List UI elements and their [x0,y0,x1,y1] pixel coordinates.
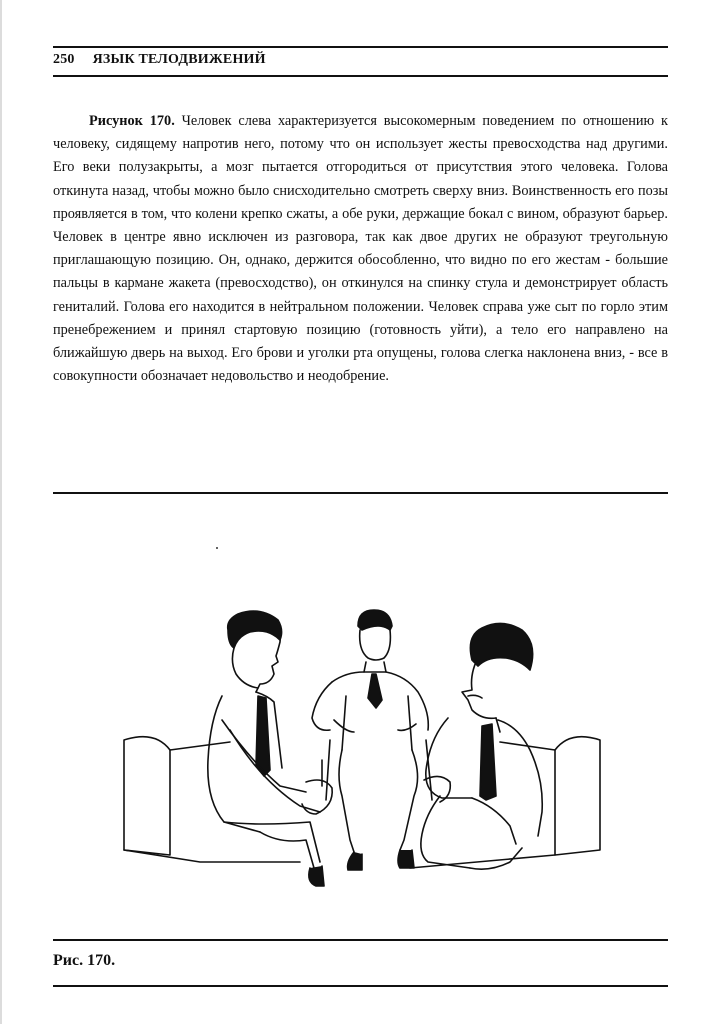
illustration [110,600,610,890]
center-man [312,610,432,870]
running-header [53,52,668,68]
right-man-hand [424,776,450,802]
figure-label: Рис. 170. [53,952,116,969]
center-man-tie [368,674,382,708]
caption-text: Человек слева характеризуется высокомерным поведением по отношению к человеку, сидящему напротив него, потому что он использует жесты превосходства над другими. Его веки полузакрыты, а мозг пытается отгородиться от присутствия этого человека. Голова откинута назад, чтобы можно было снисходительно смотреть сверху вниз. Воинственность его позы проявляется в том, что колени крепко сжаты, а обе руки, держащие бокал с вином, образуют барьер. Человек в центре явно исключен из разговора, так как двое других не образуют треугольную приглашающую позицию. Он, однако, держится обособленно, что видно по его жестам - большие пальцы в кармане жакета (превосходство), он откинулся на спинку стула и демонстрирует область гениталий. Голова его находится в нейтральном положении. Человек справа уже сыт по горло этим пренебрежением и принял стартовую позицию (готовность уйти), а тело его направлено на ближайшую дверь на выход. Его брови и уголки рта опущены, голова слегка наклонена вниз, - все в совокупности обозначает недовольство и неодобрение. [53,113,668,385]
page-left-edge [0,0,2,1024]
header-top-rule [53,46,668,48]
right-sofa-arm [555,737,600,855]
left-man [208,611,332,886]
print-speck [216,547,218,549]
left-sofa-arm [124,737,170,855]
figure-label-bottom-rule [53,985,668,987]
right-man-hair [470,623,532,670]
figure-label-top-rule [53,939,668,941]
header-bottom-rule [53,75,668,77]
three-seated-men-drawing [110,600,610,890]
caption-label: Рисунок 170. [89,113,175,129]
page-number: 250 [53,52,75,67]
right-man-tie [480,724,496,800]
running-title: ЯЗЫК ТЕЛОДВИЖЕНИЙ [92,52,266,67]
caption-rule [53,492,668,494]
figure-caption [53,110,668,388]
center-man-hair [358,610,392,630]
